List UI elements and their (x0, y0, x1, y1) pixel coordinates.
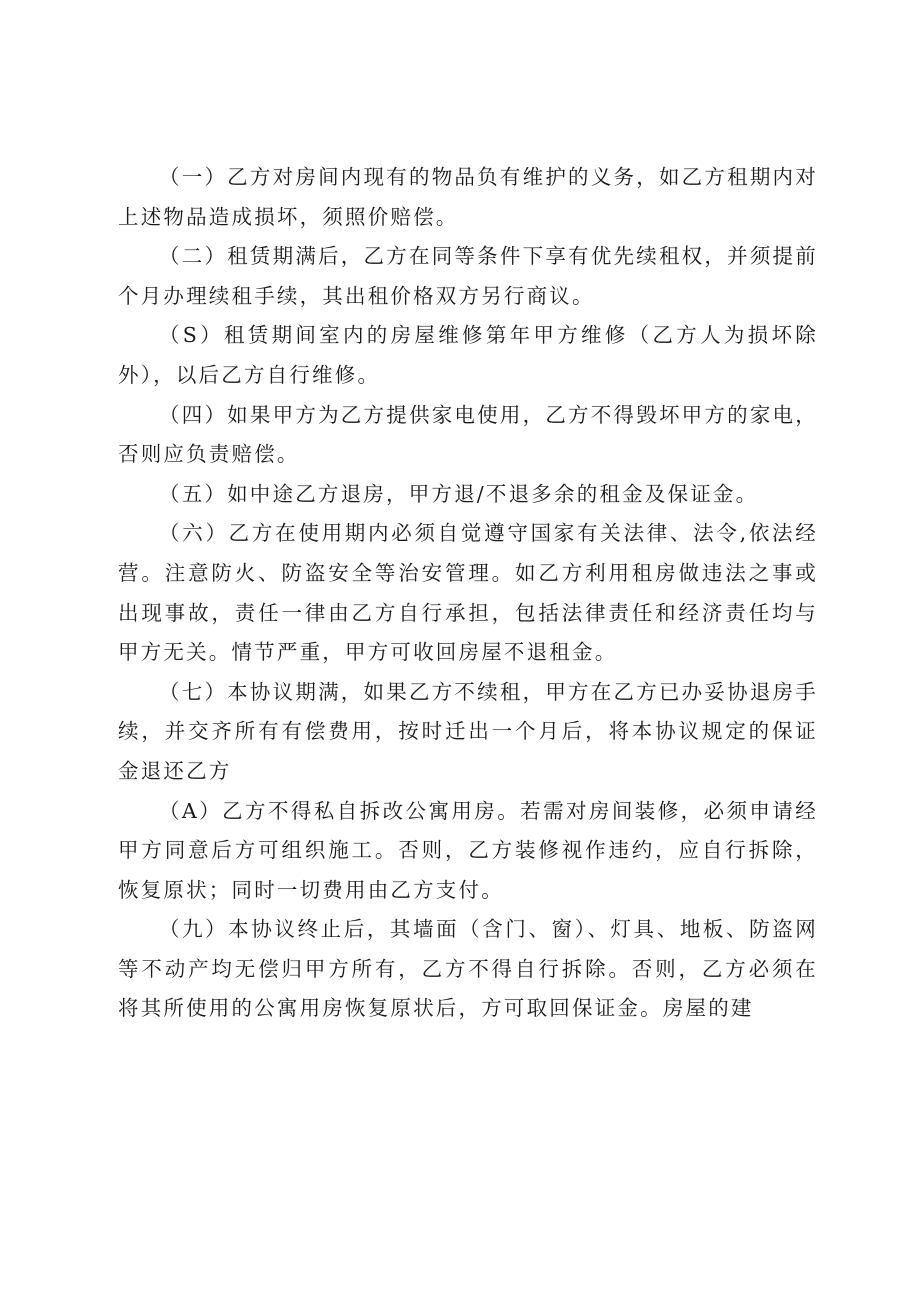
clause-1: （一）乙方对房间内现有的物品负有维护的义务，如乙方租期内对上述物品造成损坏，须照价赔偿。 (118, 165, 818, 229)
clause-2: （二）租赁期满后，乙方在同等条件下享有优先续租权，并须提前个月办理续租手续，其出租价格双方另行商议。 (118, 244, 818, 308)
clause-3: （S）租赁期间室内的房屋维修第年甲方维修（乙方人为损坏除外），以后乙方自行维修。 (118, 323, 818, 387)
clause-7: （七）本协议期满，如果乙方不续租，甲方在乙方已办妥协退房手续，并交齐所有有偿费用，按时迁出一个月后，将本协议规定的保证金退还乙方 (118, 679, 818, 783)
clause-8: （A）乙方不得私自拆改公寓用房。若需对房间装修，必须申请经甲方同意后方可组织施工。否则，乙方装修视作违约，应自行拆除，恢复原状；同时一切费用由乙方支付。 (118, 798, 818, 902)
clause-6: （六）乙方在使用期内必须自觉遵守国家有关法律、法令,依法经营。注意防火、防盗安全等治安管理。如乙方利用租房做违法之事或出现事故，责任一律由乙方自行承担，包括法律责任和经济责任均与甲方无关。情节严重，甲方可收回房屋不退租金。 (118, 521, 818, 665)
clause-9: （九）本协议终止后，其墙面（含门、窗）、灯具、地板、防盗网等不动产均无偿归甲方所有，乙方不得自行拆除。否则，乙方必须在将其所使用的公寓用房恢复原状后，方可取回保证金。房屋的建 (118, 917, 818, 1021)
clause-5: （五）如中途乙方退房，甲方退/不退多余的租金及保证金。 (159, 481, 759, 506)
clause-4: （四）如果甲方为乙方提供家电使用，乙方不得毁坏甲方的家电，否则应负责赔偿。 (118, 402, 818, 467)
document-body (118, 158, 818, 1029)
